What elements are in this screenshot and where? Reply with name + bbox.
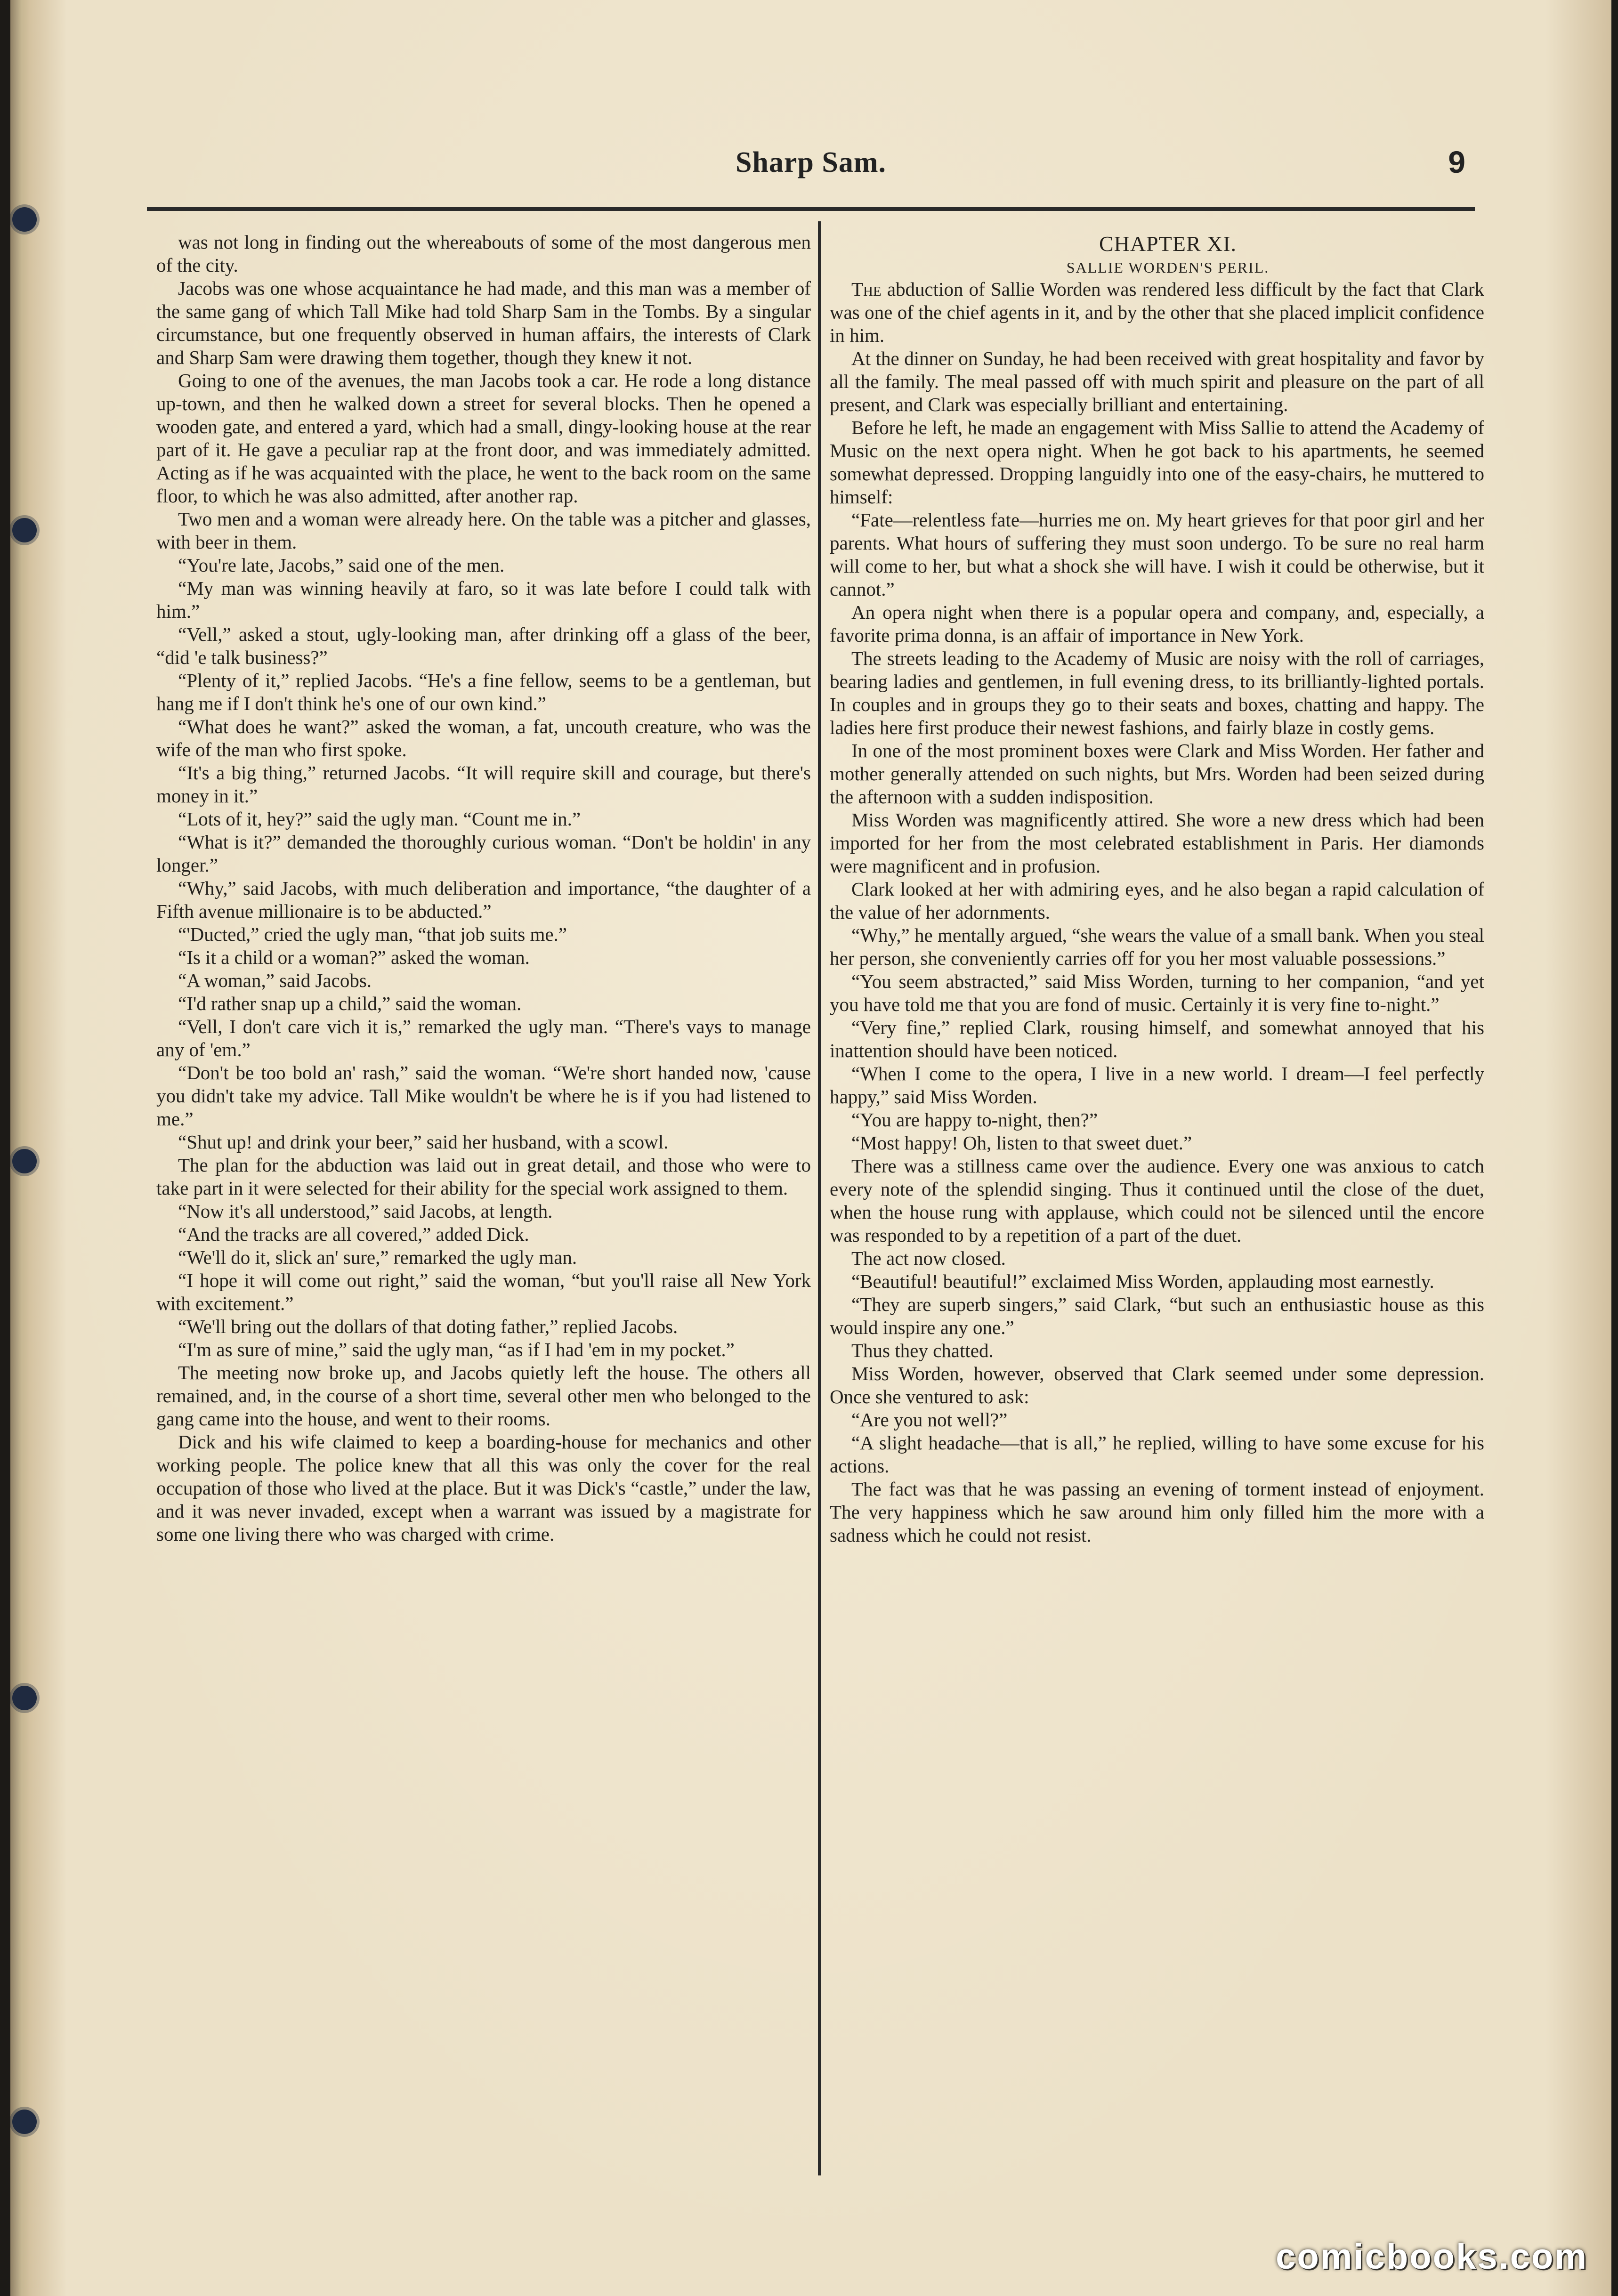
right-column bbox=[830, 231, 1484, 2194]
paragraph: There was a stillness came over the audience. Every one was anxious to catch every note of the splendid singing. Thus it continued until the close of the duet, when the house rung with applause, which could not be silenced until the encore was responded to by a repetition of a part of the duet. bbox=[830, 1155, 1484, 1246]
paragraph: Before he left, he made an engagement with Miss Sallie to attend the Academy of Music on the next opera night. When he got back to his apartments, he seemed somewhat depressed. Dropping languidly into one of the easy-chairs, he muttered to himself: bbox=[830, 417, 1484, 508]
page-number: 9 bbox=[1448, 145, 1465, 179]
paragraph: “Vell,” asked a stout, ugly-looking man, after drinking off a glass of the beer, “did 'e talk business?” bbox=[156, 623, 811, 668]
paragraph: “Why,” he mentally argued, “she wears the value of a small bank. When you steal her person, she conveniently carries off for you her most valuable possessions.” bbox=[830, 924, 1484, 969]
paragraph: “I'd rather snap up a child,” said the woman. bbox=[178, 993, 522, 1014]
paragraph: “They are superb singers,” said Clark, “but such an enthusiastic house as this would inspire any one.” bbox=[830, 1294, 1484, 1338]
binding-hole bbox=[12, 2110, 37, 2134]
paragraph: Dick and his wife claimed to keep a boarding-house for mechanics and other working people. The police knew that all this was only the cover for the real occupation of those who lived at the place. But it was Dick's “castle,” under the law, and it was never invaded, except when a warrant was issued by a magistrate for some one living there who was charged with crime. bbox=[156, 1431, 811, 1545]
paragraph: The act now closed. bbox=[851, 1247, 1006, 1269]
paragraph: “When I come to the opera, I live in a new world. I dream—I feel perfectly happy,” said Miss Worden. bbox=[830, 1063, 1484, 1108]
paragraph: “I hope it will come out right,” said the woman, “but you'll raise all New York with excitement.” bbox=[156, 1269, 811, 1314]
paragraph: Clark looked at her with admiring eyes, and he also began a rapid calculation of the value of her adornments. bbox=[830, 878, 1484, 923]
paragraph: The fact was that he was passing an evening of torment instead of enjoyment. The very happiness which he saw around him only filled him the more with a sadness which he could not resist. bbox=[830, 1478, 1484, 1546]
binding-hole bbox=[12, 1149, 37, 1173]
paragraph: “Lots of it, hey?” said the ugly man. “Count me in.” bbox=[178, 808, 581, 830]
binding-hole bbox=[12, 207, 37, 232]
binding-hole bbox=[12, 518, 37, 542]
paragraph: “Now it's all understood,” said Jacobs, at length. bbox=[178, 1200, 553, 1222]
paragraph: In one of the most prominent boxes were Clark and Miss Worden. Her father and mother generally attended on such nights, but Mrs. Worden had been seized during the afternoon with a sudden indisposition. bbox=[830, 740, 1484, 808]
binding-edge bbox=[10, 0, 29, 2296]
paragraph: Jacobs was one whose acquaintance he had made, and this man was a member of the same gang of which Tall Mike had told Sharp Sam in the Tombs. By a singular circumstance, but one frequently observed in human affairs, the interests of Clark and Sharp Sam were drawing them together, though they knew it not. bbox=[156, 277, 811, 368]
paragraph: “I'm as sure of mine,” said the ugly man, “as if I had 'em in my pocket.” bbox=[178, 1339, 735, 1360]
paragraph: “Are you not well?” bbox=[851, 1409, 1008, 1431]
drop-lead-word: The bbox=[851, 278, 882, 300]
paragraph: “You're late, Jacobs,” said one of the men. bbox=[178, 554, 505, 576]
left-column bbox=[156, 231, 811, 2194]
paragraph: An opera night when there is a popular opera and company, and, especially, a favorite prima donna, is an affair of importance in New York. bbox=[830, 601, 1484, 646]
page-sheet bbox=[10, 0, 1611, 2296]
paragraph: “Beautiful! beautiful!” exclaimed Miss Worden, applauding most earnestly. bbox=[851, 1270, 1434, 1292]
paragraph: Miss Worden was magnificently attired. She wore a new dress which had been imported for her from the most celebrated establishment in Paris. Her diamonds were magnificent and in profusion. bbox=[830, 809, 1484, 877]
paragraph: The plan for the abduction was laid out in great detail, and those who were to take part in it were selected for their ability for the special work assigned to them. bbox=[156, 1154, 811, 1199]
paragraph: “Is it a child or a woman?” asked the woman. bbox=[178, 946, 530, 968]
paragraph: At the dinner on Sunday, he had been received with great hospitality and favor by all the family. The meal passed off with much spirit and pleasure on the part of all present, and Clark was especially brilliant and entertaining. bbox=[830, 348, 1484, 415]
paragraph: “What does he want?” asked the woman, a fat, uncouth creature, who was the wife of the man who first spoke. bbox=[156, 716, 811, 760]
paragraph: “Why,” said Jacobs, with much deliberation and importance, “the daughter of a Fifth avenue millionaire is to be abducted.” bbox=[156, 877, 811, 922]
paragraph: “A slight headache—that is all,” he replied, willing to have some excuse for his actions. bbox=[830, 1432, 1484, 1477]
right-paragraphs bbox=[830, 347, 1484, 1547]
chapter-subtitle: SALLIE WORDEN'S PERIL. bbox=[1066, 259, 1270, 276]
watermark: comicbooks.com bbox=[1276, 2237, 1588, 2277]
running-title: Sharp Sam. bbox=[735, 146, 887, 178]
paragraph: Thus they chatted. bbox=[851, 1340, 994, 1361]
paragraph: “Plenty of it,” replied Jacobs. “He's a fine fellow, seems to be a gentleman, but hang me if I don't think he's one of our own kind.” bbox=[156, 670, 811, 714]
paragraph: “Shut up! and drink your beer,” said her husband, with a scowl. bbox=[178, 1131, 669, 1153]
paragraph: “My man was winning heavily at faro, so it was late before I could talk with him.” bbox=[156, 577, 811, 622]
page-header bbox=[147, 141, 1475, 188]
paragraph: “It's a big thing,” returned Jacobs. “It will require skill and courage, but there's money in it.” bbox=[156, 762, 811, 807]
paragraph bbox=[830, 278, 1484, 347]
paragraph: “You are happy to-night, then?” bbox=[851, 1109, 1098, 1131]
paragraph: “Fate—relentless fate—hurries me on. My heart grieves for that poor girl and her parents. What hours of suffering they must soon undergo. To be sure no real harm will come to her, but what a shock she will have. I wish it could be otherwise, but it cannot.” bbox=[830, 509, 1484, 600]
paragraph: The meeting now broke up, and Jacobs quietly left the house. The others all remained, and, in the course of a short time, several other men who belonged to the gang came into the house, and went to their rooms. bbox=[156, 1362, 811, 1430]
paragraph: The streets leading to the Academy of Music are noisy with the roll of carriages, bearing ladies and gentlemen, in full evening dress, to its brilliantly-lighted portals. In couples and in groups they go to their seats and boxes, chatting and happy. The ladies here first produce their newest fashions, and fairly blaze in costly gems. bbox=[830, 647, 1484, 738]
paragraph: “'Ducted,” cried the ugly man, “that job suits me.” bbox=[178, 923, 567, 945]
paragraph: Going to one of the avenues, the man Jacobs took a car. He rode a long distance up-town, and then he walked down a street for several blocks. Then he opened a wooden gate, and entered a yard, which had a small, dingy-looking house at the rear part of it. He gave a peculiar rap at the front door, and was immediately admitted. Acting as if he was acquainted with the place, he went to the back room on the same floor, to which he was also admitted, after another rap. bbox=[156, 370, 811, 507]
paragraph: “Don't be too bold an' rash,” said the woman. “We're short handed now, 'cause you didn't take my advice. Tall Mike wouldn't be where he is if you had listened to me.” bbox=[156, 1062, 811, 1130]
paragraph: “We'll do it, slick an' sure,” remarked the ugly man. bbox=[178, 1246, 577, 1268]
paragraph: “What is it?” demanded the thoroughly curious woman. “Don't be holdin' in any longer.” bbox=[156, 831, 811, 876]
paragraph: “Vell, I don't care vich it is,” remarked the ugly man. “There's vays to manage any of 'em.” bbox=[156, 1016, 811, 1060]
paragraph: Two men and a woman were already here. On the table was a pitcher and glasses, with beer in them. bbox=[156, 508, 811, 553]
paragraph: Miss Worden, however, observed that Clark seemed under some depression. Once she ventured to ask: bbox=[830, 1363, 1484, 1407]
paragraph: “A woman,” said Jacobs. bbox=[178, 970, 372, 991]
paragraph: “You seem abstracted,” said Miss Worden, turning to her companion, “and yet you have told me that you are fond of music. Certainly it is very fine to-night.” bbox=[830, 970, 1484, 1015]
paragraph: “We'll bring out the dollars of that doting father,” replied Jacobs. bbox=[178, 1316, 678, 1337]
paragraph-text: abduction of Sallie Worden was rendered less difficult by the fact that Clark was one of the chief agents in it, and by the other that she placed implicit confidence in him. bbox=[830, 278, 1484, 346]
header-rule bbox=[147, 207, 1475, 211]
column-divider bbox=[818, 221, 821, 2175]
chapter-heading: CHAPTER XI. bbox=[1099, 232, 1237, 256]
paragraph: “Most happy! Oh, listen to that sweet duet.” bbox=[851, 1132, 1192, 1154]
paragraph: “And the tracks are all covered,” added Dick. bbox=[178, 1223, 529, 1245]
paragraph: was not long in finding out the whereabouts of some of the most dangerous men of the city. bbox=[156, 231, 811, 276]
binding-hole bbox=[12, 1686, 37, 1710]
paragraph: “Very fine,” replied Clark, rousing himself, and somewhat annoyed that his inattention should have been noticed. bbox=[830, 1017, 1484, 1061]
